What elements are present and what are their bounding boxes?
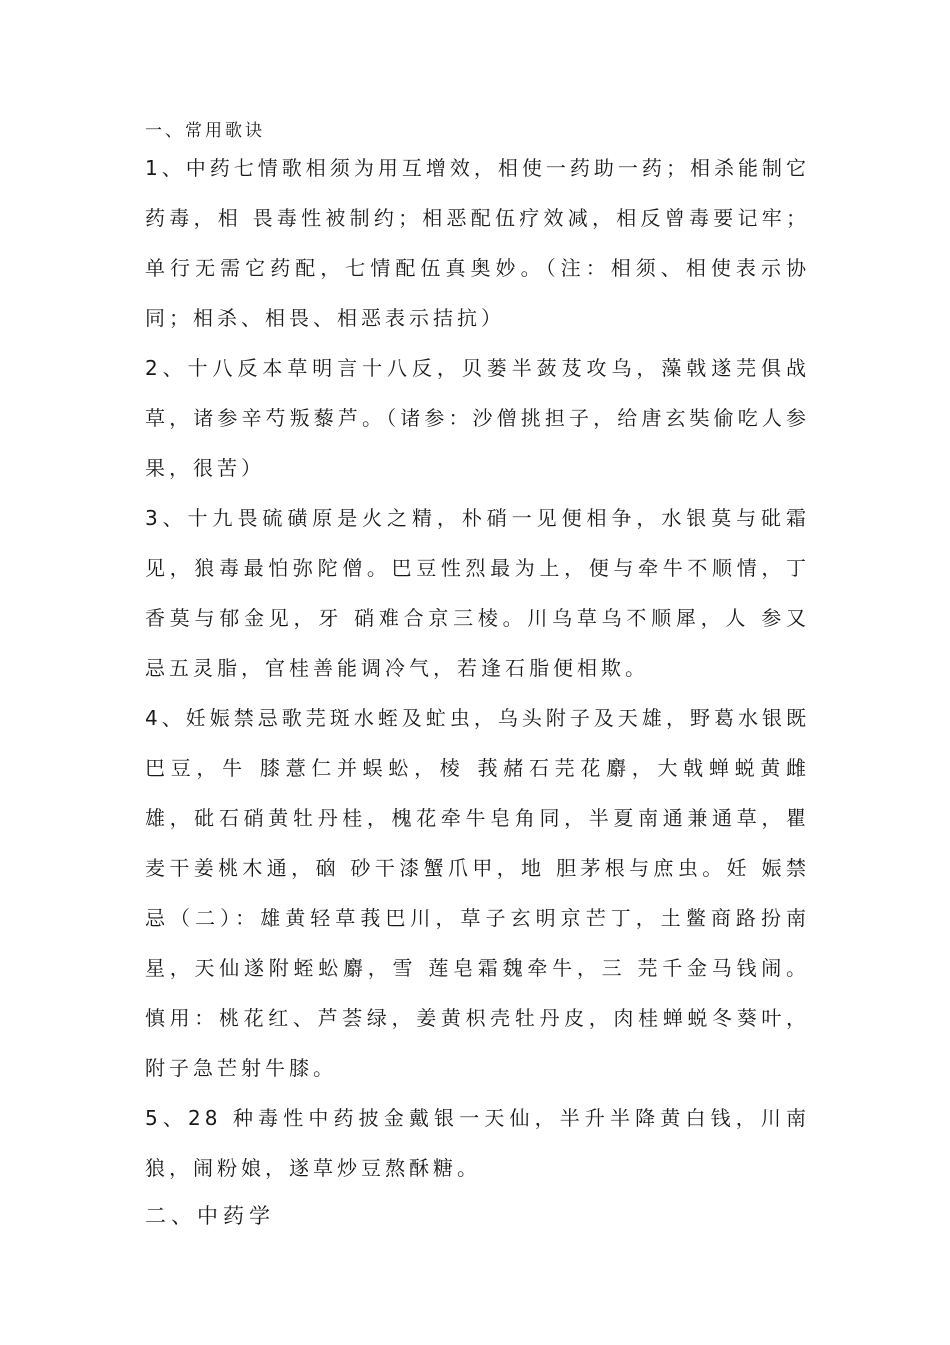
formula-item-pregnancy-contraindications: 4、妊娠禁忌歌芫斑水蛭及虻虫，乌头附子及天雄，野葛水银既巴豆，牛 膝薏仁并蜈蚣，棱 莪赭石芫花麝，大戟蝉蜕黄雌雄，砒石硝黄牡丹桂，槐花牵牛皂角同，半夏南通兼通草，瞿麦干姜桃木通，硇 砂干漆蟹爪甲，地 胆茅根与庶虫。妊 娠禁忌（二）：雄黄轻草莪巴川，草子玄明京芒丁，土鳖商路扮南星，天仙遂附蛭蚣麝，雪 莲皂霜魏牵牛，三 芫千金马钱闹。慎用：桃花红、芦荟绿，姜黄枳壳牡丹皮，肉桂蝉蜕冬葵叶，附子急芒射牛膝。	[145, 706, 810, 1080]
formula-item-toxic-herbs: 5、28 种毒性中药披金戴银一天仙，半升半降黄白钱，川南狼，闹粉娘，遂草炒豆熬酥糖。	[145, 1106, 810, 1180]
formula-item-nineteen-antagonisms: 3、十九畏硫磺原是火之精，朴硝一见便相争，水银莫与砒霜见，狼毒最怕弥陀僧。巴豆性烈最为上，便与牵牛不顺情，丁香莫与郁金见，牙 硝难合京三棱。川乌草乌不顺犀，人 参又忌五灵脂，官桂善能调冷气，若逢石脂便相欺。	[145, 506, 810, 680]
section-title-common-formulas: 一、常用歌诀	[145, 121, 265, 141]
section-title-chinese-materia-medica: 二、中药学	[145, 1204, 275, 1228]
formula-item-eighteen-incompatibilities: 2、十八反本草明言十八反，贝蒌半蔹芨攻乌，藻戟遂芫俱战草，诸参辛芍叛藜芦。（诸参：沙僧挑担子，给唐玄奘偷吃人参果，很苦）	[145, 356, 810, 480]
formula-item-seven-emotions: 1、中药七情歌相须为用互增效，相使一药助一药；相杀能制它药毒，相 畏毒性被制约；相恶配伍疗效减，相反曾毒要记牢；单行无需它药配，七情配伍真奥妙。（注：相须、相使表示协同；相杀、相畏、相恶表示拮抗）	[145, 156, 810, 330]
